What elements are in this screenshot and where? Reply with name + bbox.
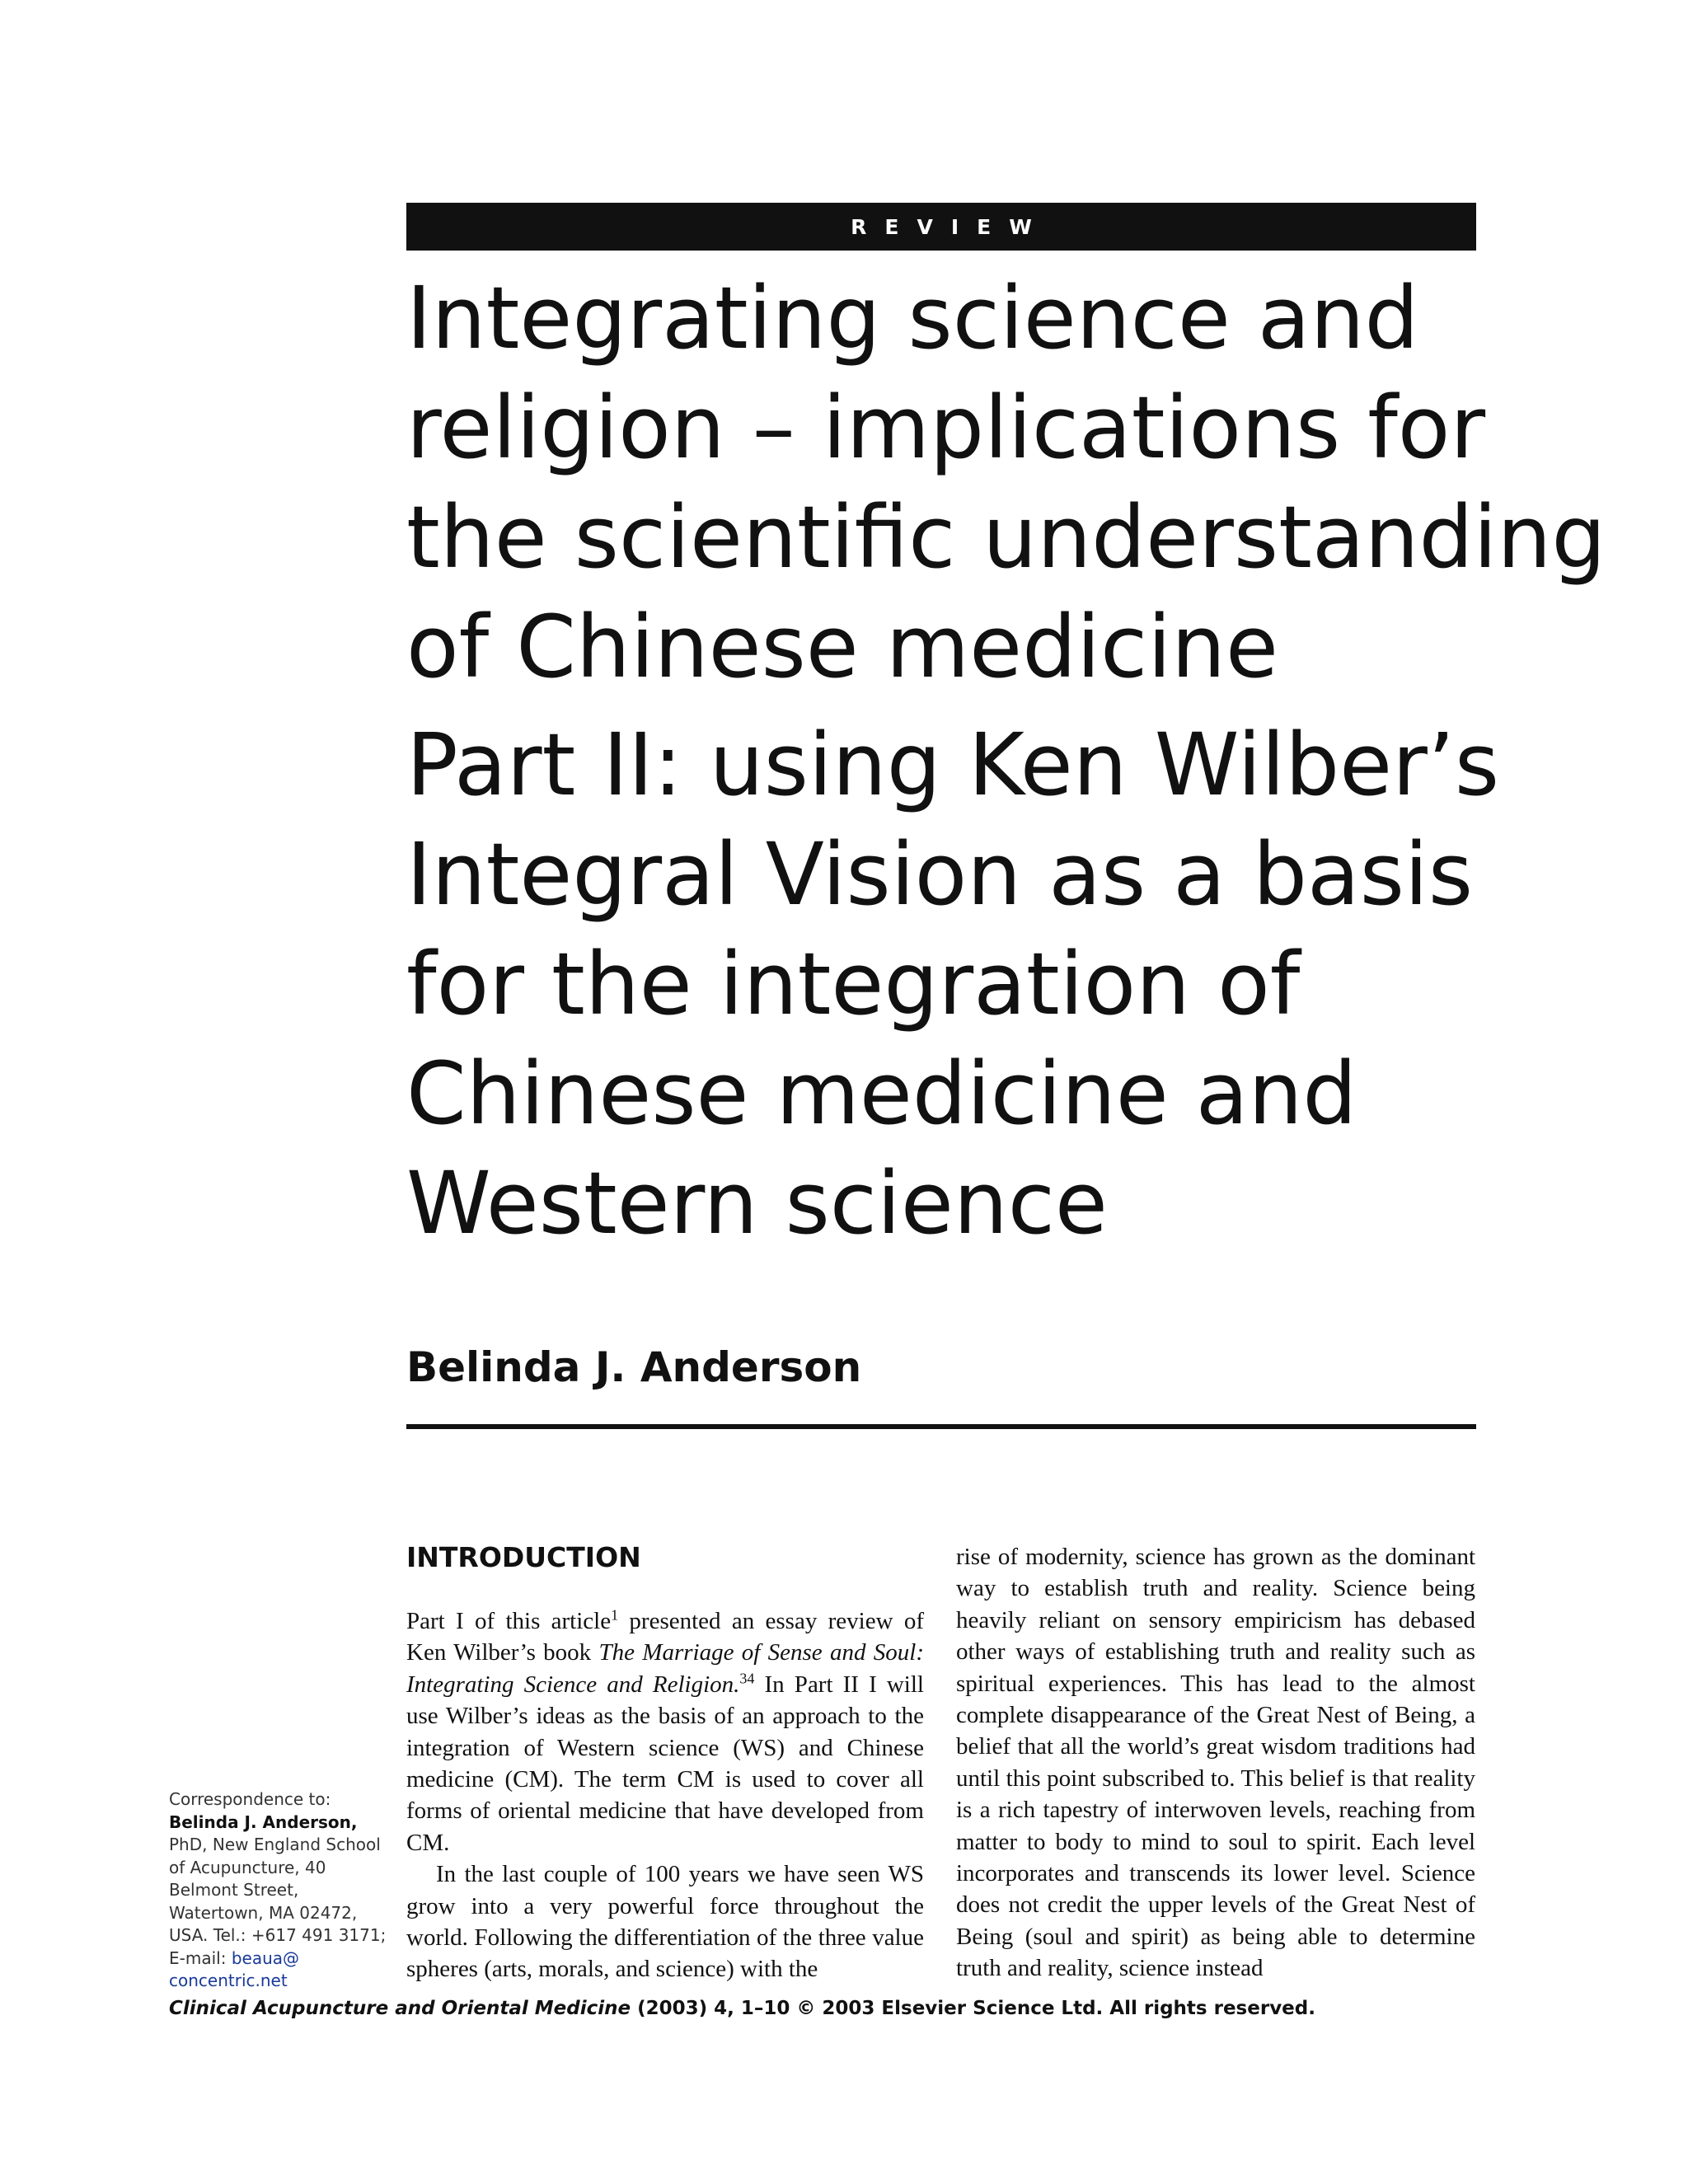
journal-name: Clinical Acupuncture and Oriental Medicine [169,1998,631,2019]
title-line: Integrating science and [406,268,1419,368]
title-line: the scientific understanding [406,487,1606,588]
footer-citation [169,1998,1315,2019]
author-name: Belinda J. Anderson [406,1343,862,1391]
text-span: presented an essay review of Ken Wilber’s book [406,1608,925,1666]
text-span: Part I of this article [406,1608,612,1634]
title-line: of Chinese medicine [406,597,1279,697]
correspondence-name: Belinda J. Anderson, [169,1811,358,1832]
body-column-right [956,1541,1475,1985]
correspondence-details [169,1834,392,1993]
paragraph: In the last couple of 100 years we have seen WS grow into a very powerful force throughout the world. Following the differentiation of the three value spheres (arts, morals, and science) with the [406,1861,924,1983]
reference-link[interactable]: 34 [739,1670,755,1687]
subtitle-line: Western science [406,1153,1108,1254]
paragraph: rise of modernity, science has grown as the dominant way to establish truth and reality. Science being heavily reliant on sensory empiricism has debased other ways of establishing truth and reality such as spiritual experiences. This has lead to the almost complete disappearance of the Great Nest of Being, a belief that all the world’s great wisdom traditions had until this point subscribed to. This belief is that reality is a rich tapestry of interwoven levels, reaching from matter to body to mind to soul to spirit. Each level incorporates and transcends its lower level. Science does not credit the upper levels of the Great Nest of Being (soul and spirit) as being able to determine truth and reality, science instead [956,1544,1475,1982]
correspondence-label: Correspondence to: [169,1789,331,1809]
subtitle-line: Chinese medicine and [406,1043,1357,1144]
section-heading-introduction: INTRODUCTION [406,1541,641,1573]
body-column-left [406,1605,924,1985]
text-span: In Part II I will use Wilber’s ideas as the basis of an approach to the integration of Western science (WS) and Chinese medicine (CM). The term CM is used to cover all forms of oriental medicine that have developed from CM. [406,1671,924,1856]
book-title: The Marriage of Sense and Soul: Integrating Science and Religion. [406,1639,924,1698]
paragraph [406,1605,924,1858]
article-title [406,264,1606,1258]
subtitle-line: for the integration of [406,934,1301,1034]
citation-text: (2003) 4, 1–10 © 2003 Elsevier Science Ltd. All rights reserved. [631,1998,1315,2019]
section-label: REVIEW [406,203,1476,251]
text-span: PhD, New England School of Acupuncture, 40 Belmont Street, Watertown, MA 02472, USA. Tel.: +617 491 3171; E-mail: [169,1835,387,1968]
subtitle-line: Part II: using Ken Wilber’s [406,715,1500,815]
email-link[interactable]: beaua@ concentric.net [169,1947,299,1990]
reference-link[interactable]: 1 [611,1606,619,1624]
title-line: religion – implications for [406,377,1486,478]
subtitle-line: Integral Vision as a basis [406,824,1474,925]
correspondence-note [169,1788,392,1993]
title-rule [406,1424,1476,1429]
